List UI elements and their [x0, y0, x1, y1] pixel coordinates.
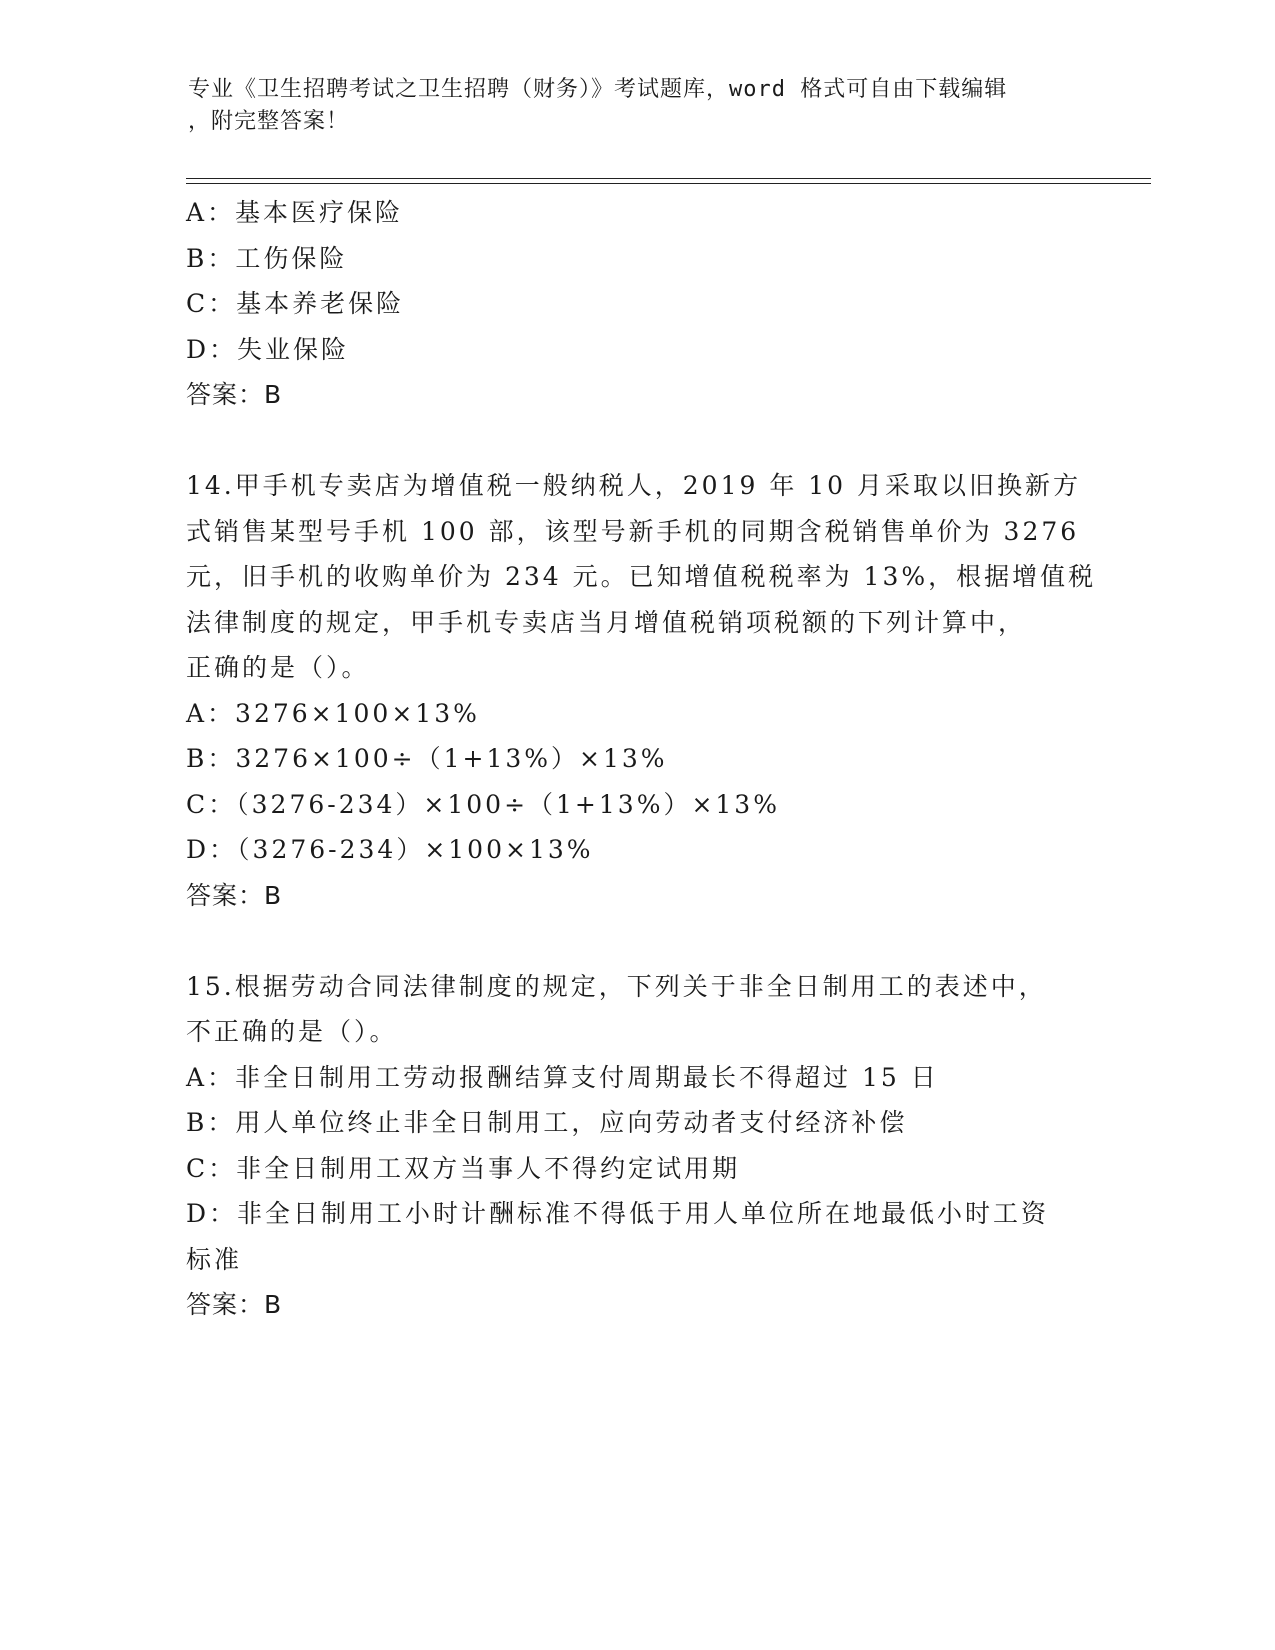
- option-d: D：非全日制用工小时计酬标准不得低于用人单位所在地最低小时工资: [186, 1199, 1050, 1228]
- header-line-2: ，附完整答案！: [188, 109, 350, 134]
- question-stem-line: 式销售某型号手机 100 部，该型号新手机的同期含税销售单价为 3276: [186, 516, 1080, 546]
- question-stem-line: 不正确的是（）。: [186, 1017, 398, 1046]
- option-d: D：失业保险: [186, 334, 350, 364]
- option-a: A：3276×100×13%: [186, 698, 480, 728]
- document-header: [188, 74, 1068, 138]
- question-stem-line: 法律制度的规定，甲手机专卖店当月增值税销项税额的下列计算中，: [186, 607, 1027, 637]
- header-divider-top: [186, 178, 1151, 179]
- option-b: B：用人单位终止非全日制用工，应向劳动者支付经济补偿: [186, 1108, 908, 1137]
- option-c: C：基本养老保险: [186, 289, 405, 318]
- spacer: [186, 418, 1086, 464]
- header-line-1: 专业《卫生招聘考试之卫生招聘（财务）》考试题库，word 格式可自由下载编辑: [188, 77, 1008, 102]
- option-a: A：非全日制用工劳动报酬结算支付周期最长不得超过 15 日: [186, 1062, 939, 1092]
- option-b: B：3276×100÷（1+13%）×13%: [186, 744, 668, 773]
- question-stem-line: 正确的是（）。: [186, 653, 370, 682]
- question-13: [186, 190, 1086, 418]
- header-divider-bottom: [186, 183, 1151, 184]
- question-list: [186, 190, 1097, 1328]
- option-b: B：工伤保险: [186, 243, 348, 273]
- option-c: C：非全日制用工双方当事人不得约定试用期: [186, 1153, 741, 1183]
- question-stem-line: 15.根据劳动合同法律制度的规定，下列关于非全日制用工的表述中，: [186, 971, 1047, 1001]
- option-a: A：基本医疗保险: [186, 198, 404, 227]
- answer-line: 答案：B: [186, 880, 283, 910]
- question-stem-line: 元，旧手机的收购单价为 234 元。已知增值税税率为 13%，根据增值税: [186, 562, 1097, 591]
- option-d: D：（3276-234）×100×13%: [186, 835, 594, 864]
- question-stem-line: 14.甲手机专卖店为增值税一般纳税人，2019 年 10 月采取以旧换新方: [186, 471, 1082, 500]
- answer-line: 答案：B: [186, 1290, 283, 1319]
- spacer: [186, 918, 1086, 964]
- option-c: C：（3276-234）×100÷（1+13%）×13%: [186, 789, 780, 819]
- option-d-continuation: 标准: [186, 1244, 243, 1274]
- answer-line: 答案：B: [186, 380, 283, 409]
- question-14: [186, 463, 1097, 918]
- question-15: [186, 964, 1086, 1328]
